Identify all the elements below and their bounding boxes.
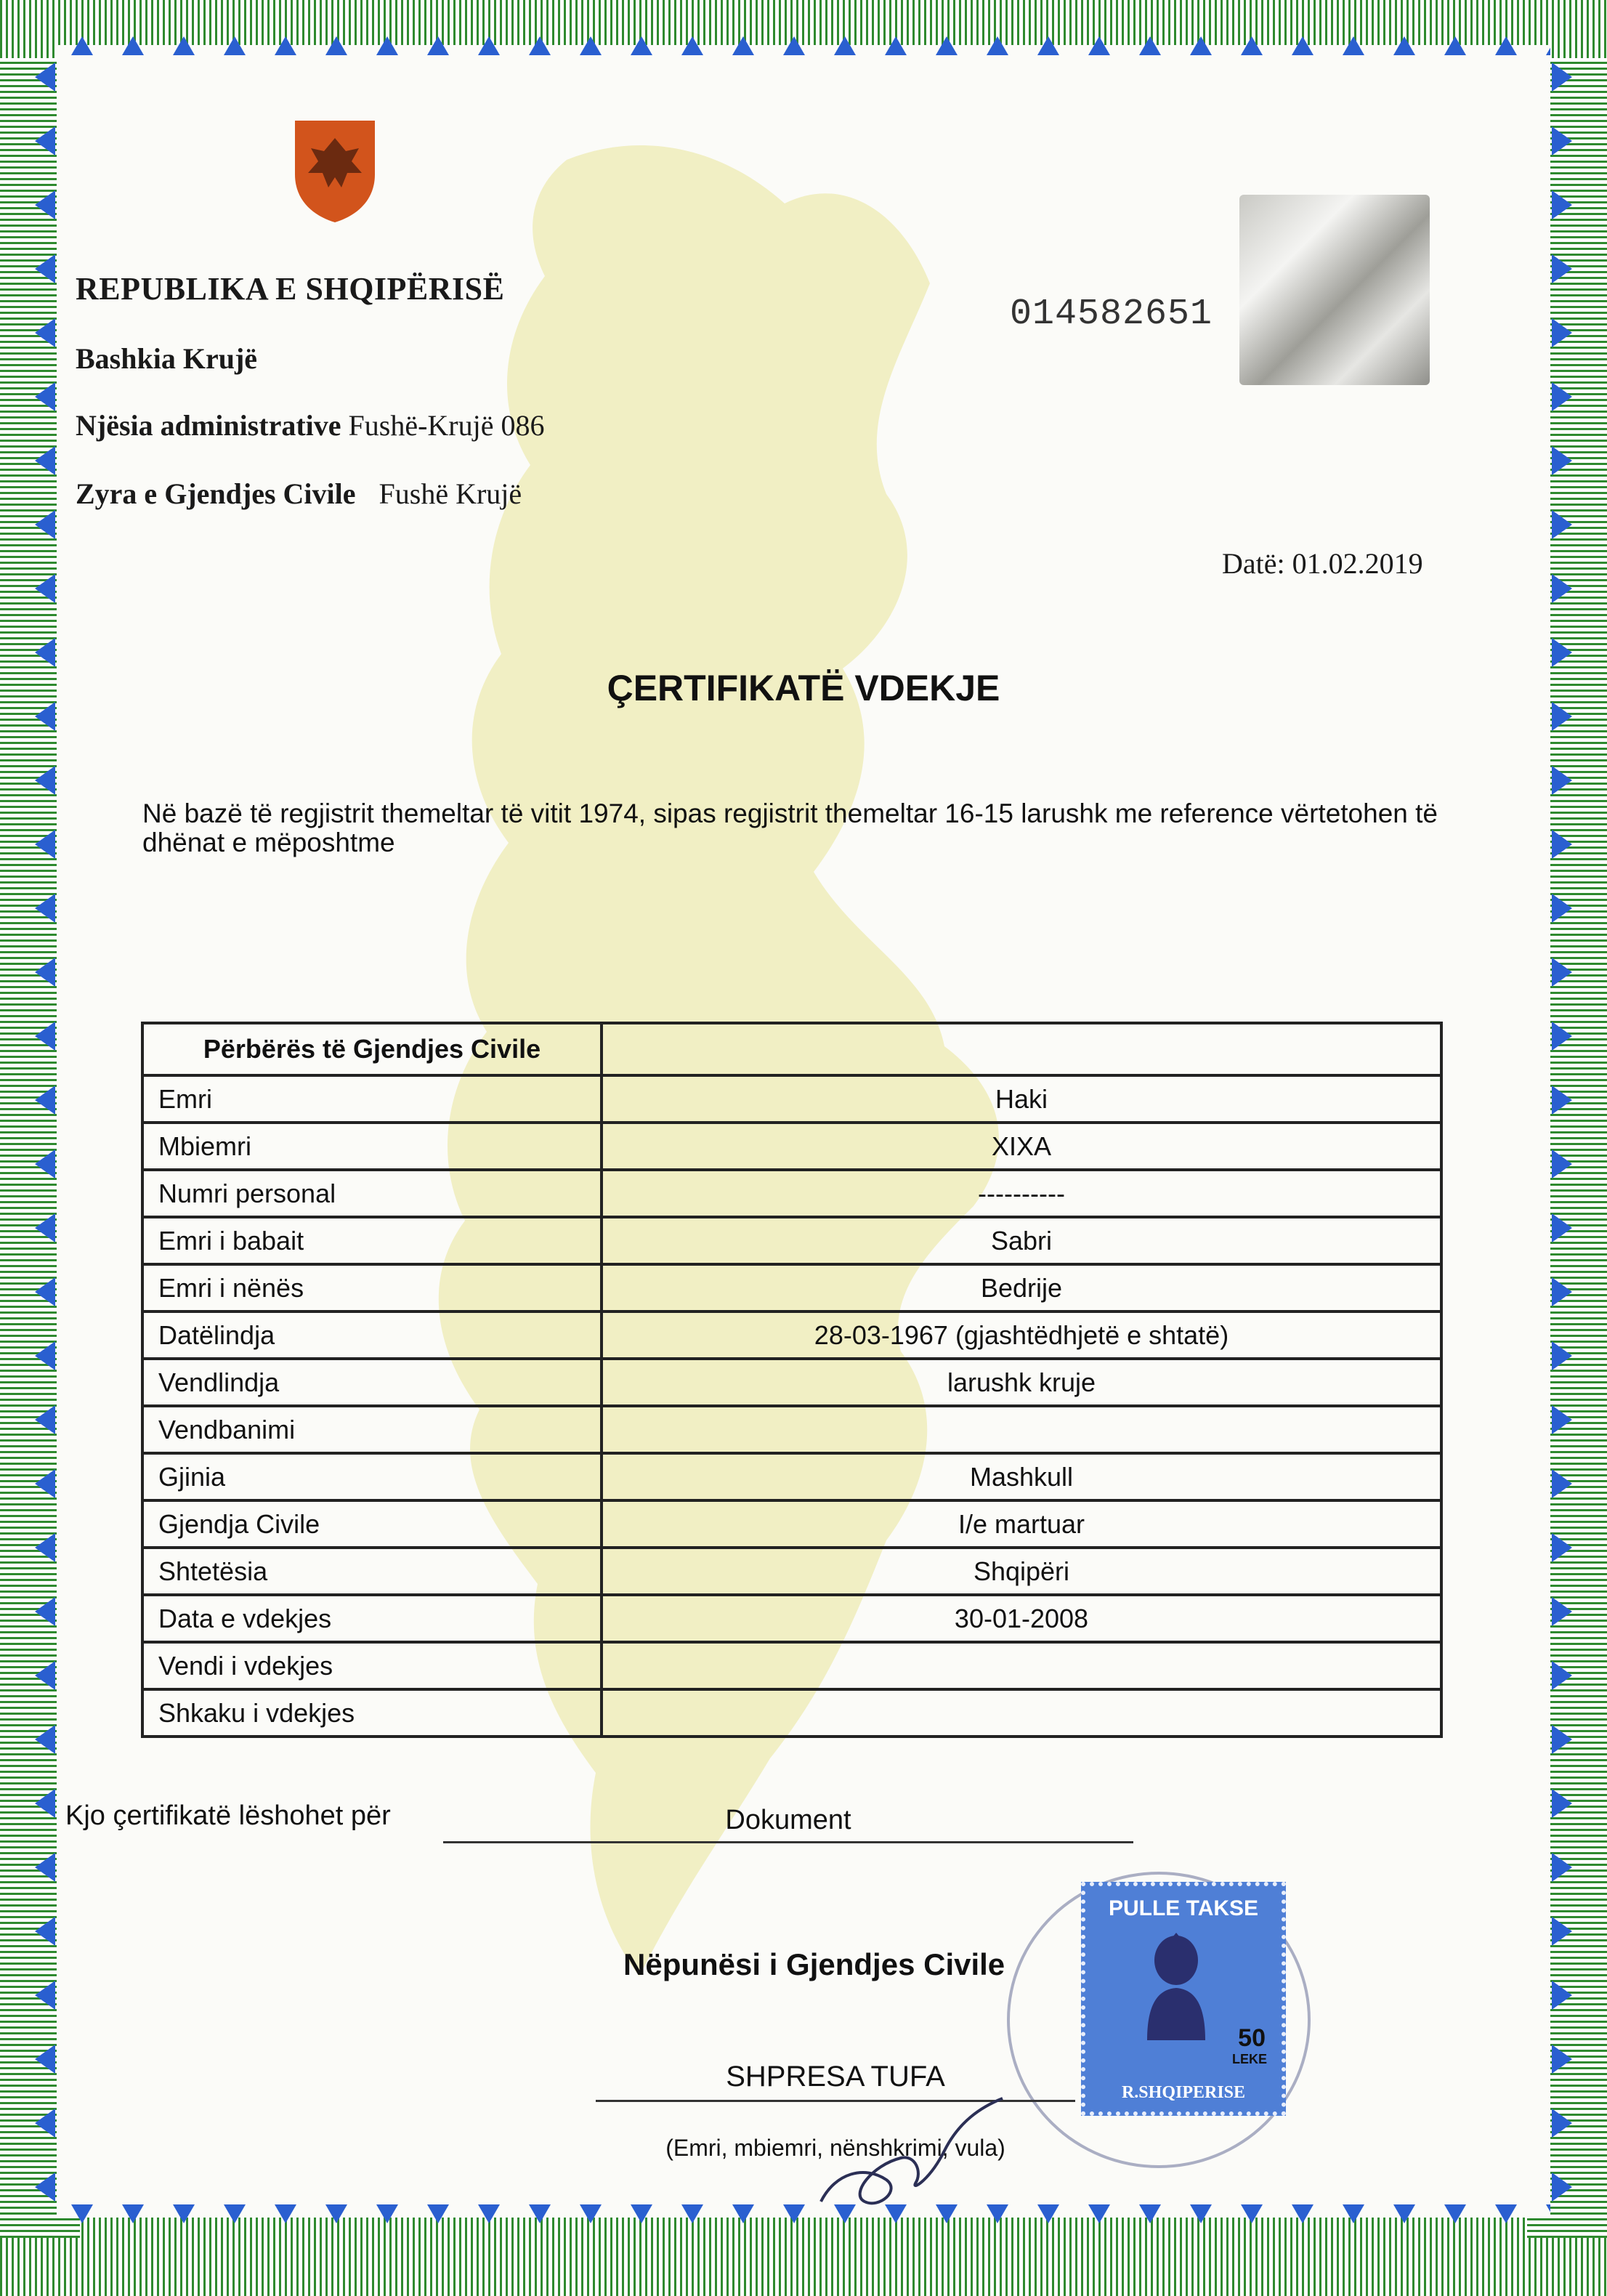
row-label: Mbiemri	[142, 1123, 602, 1170]
table-row	[142, 1689, 1441, 1737]
table-row	[142, 1264, 1441, 1311]
issued-for-value: Dokument	[725, 1805, 851, 1835]
table-row	[142, 1359, 1441, 1406]
officer-note: (Emri, mbiemri, nënshkrimi, vula)	[665, 2135, 1005, 2161]
border-triangles-bottom	[57, 2202, 1550, 2231]
officer-title: Nëpunësi i Gjendjes Civile	[623, 1947, 1005, 1981]
row-value: Mashkull	[602, 1453, 1441, 1500]
serial-number: 014582651	[1010, 294, 1213, 335]
office-value: Fushë Krujë	[379, 477, 522, 510]
intro-paragraph: Në bazë të regjistrit themeltar të vitit 1974, sipas regjistrit themeltar 16-15 larushk me reference vërtetohen të dhënat e mëposhtme	[142, 799, 1438, 857]
office-label: Zyra e Gjendjes Civile	[76, 477, 356, 510]
row-label: Vendlindja	[142, 1359, 602, 1406]
row-label: Data e vdekjes	[142, 1595, 602, 1642]
table-row	[142, 1217, 1441, 1264]
border-bottom	[0, 2238, 1607, 2296]
row-value	[602, 1642, 1441, 1689]
row-value: ----------	[602, 1170, 1441, 1217]
republic-title: REPUBLIKA E SHQIPËRISË	[76, 271, 505, 307]
row-value: Bedrije	[602, 1264, 1441, 1311]
officer-name: SHPRESA TUFA	[726, 2061, 945, 2093]
border-triangles-top	[57, 29, 1550, 58]
handwritten-signature	[806, 2093, 1017, 2216]
row-label: Emri i babait	[142, 1217, 602, 1264]
row-label: Shtetësia	[142, 1548, 602, 1595]
row-value	[602, 1689, 1441, 1737]
table-header-empty	[602, 1023, 1441, 1075]
table-row	[142, 1170, 1441, 1217]
table-row	[142, 1453, 1441, 1500]
issued-for-label: Kjo çertifikatë lëshohet për	[65, 1800, 391, 1831]
table-row	[142, 1548, 1441, 1595]
row-label: Emri	[142, 1075, 602, 1123]
border-triangles-right	[1549, 45, 1578, 2218]
admin-unit-value: Fushë-Krujë 086	[348, 409, 545, 442]
stamp-portrait-icon	[1136, 1931, 1216, 2040]
row-label: Datëlindja	[142, 1311, 602, 1359]
municipality-label: Bashkia	[76, 342, 176, 375]
table-header-row	[142, 1023, 1441, 1075]
albania-emblem-icon	[289, 116, 381, 225]
tax-stamp	[1081, 1882, 1286, 2116]
table-row	[142, 1406, 1441, 1453]
admin-unit-label: Njësia administrative	[76, 409, 341, 442]
border-triangles-left	[29, 45, 58, 2218]
municipality-line	[76, 341, 257, 376]
hologram-sticker	[1239, 195, 1430, 385]
row-value: Haki	[602, 1075, 1441, 1123]
municipality-value: Krujë	[182, 342, 258, 375]
stamp-top-text: PULLE TAKSE	[1108, 1896, 1259, 1920]
row-value: I/e martuar	[602, 1500, 1441, 1548]
row-value: 30-01-2008	[602, 1595, 1441, 1642]
row-label: Shkaku i vdekjes	[142, 1689, 602, 1737]
row-value: XIXA	[602, 1123, 1441, 1170]
row-label: Gjinia	[142, 1453, 602, 1500]
table-header-label: Përbërës të Gjendjes Civile	[142, 1023, 602, 1075]
row-label: Emri i nënës	[142, 1264, 602, 1311]
table-row	[142, 1123, 1441, 1170]
admin-unit-line	[76, 408, 544, 442]
table-row	[142, 1595, 1441, 1642]
stamp-currency: LEKE	[1231, 2052, 1267, 2066]
row-value: Sabri	[602, 1217, 1441, 1264]
issued-for-underline	[443, 1841, 1133, 1843]
row-value: Shqipëri	[602, 1548, 1441, 1595]
table-row	[142, 1500, 1441, 1548]
row-label: Numri personal	[142, 1170, 602, 1217]
row-value: larushk kruje	[602, 1359, 1441, 1406]
row-label: Vendi i vdekjes	[142, 1642, 602, 1689]
civil-status-table	[141, 1022, 1443, 1738]
table-row	[142, 1311, 1441, 1359]
document-title: ÇERTIFIKATË VDEKJE	[607, 668, 1000, 708]
stamp-value: 50	[1238, 2024, 1266, 2052]
row-value: 28-03-1967 (gjashtëdhjetë e shtatë)	[602, 1311, 1441, 1359]
issue-date: Datë: 01.02.2019	[1222, 547, 1423, 580]
row-label: Gjendja Civile	[142, 1500, 602, 1548]
table-row	[142, 1075, 1441, 1123]
row-label: Vendbanimi	[142, 1406, 602, 1453]
row-value	[602, 1406, 1441, 1453]
stamp-bottom-text: R.SHQIPERISE	[1121, 2083, 1246, 2102]
office-line	[76, 477, 522, 511]
table-row	[142, 1642, 1441, 1689]
